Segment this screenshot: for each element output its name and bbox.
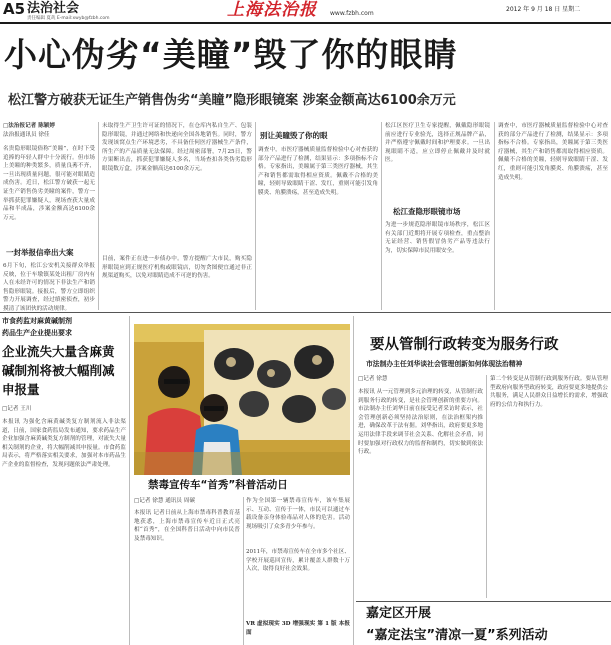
section-name: 法治社会 (27, 1, 80, 16)
lead-col3-heading: 别让美瞳毁了你的眼 (260, 131, 328, 140)
left-tag-2: 药品生产企业提出要求 (2, 329, 72, 337)
left-byline: □记者 王川 (2, 406, 32, 412)
lead-byline-1: □法治报记者 陈颖婷 (3, 123, 55, 129)
masthead-rule (0, 22, 611, 24)
column-divider (494, 122, 495, 310)
left-headline: 企业流失大量含麻黄碱制剂将被大幅削减申报量 (2, 344, 115, 397)
masthead (0, 0, 611, 22)
bottom-section-title: 嘉定区开展 (366, 606, 432, 621)
column-divider (381, 122, 382, 310)
lead-body-col2b: 目前，案件正在进一步侦办中。警方提醒广大市民，购买隐形眼镜应到正规医疗机构或眼镜店，切勿贪图便宜通过非正规渠道购买，以免对眼睛造成不可逆的伤害。 (102, 256, 252, 280)
column-divider (353, 316, 354, 645)
page-code: A5 (3, 0, 26, 18)
lead-body-col4: 松江区医疗卫生专家提醒，佩戴隐形眼镜前应进行专业验光，选择正规品牌产品，并严格遵守佩戴时间和护理要求。一旦出现眼睛不适，应立即停止佩戴并及时就医。 (385, 123, 490, 164)
bottom-rule (356, 601, 611, 602)
photo-byline: □记者 徐慧 通讯员 周碳 (134, 498, 195, 504)
center-body-2: 2011年，市禁毒宣传车在全市多个社区、学校开展巡回宣传，累计覆盖人群数十万人次，取得良好社会效果。 (246, 549, 350, 573)
photo-illustration (134, 324, 350, 475)
lead-subheadline: 松江警方破获无证生产销售伪劣“美瞳”隐形眼镜案 涉案金额高达6100余万元 (8, 93, 456, 108)
paper-logo: 上海法治报 (227, 0, 317, 20)
lead-byline-2: 法治报通讯员 徐佳 (3, 132, 50, 138)
right-byline: □记者 徐慧 (358, 376, 388, 382)
lead-headline: 小心伪劣“美瞳”毁了你的眼睛 (4, 35, 458, 74)
right-headline: 要从管制行政转变为服务行政 (370, 337, 559, 353)
left-body: 本报讯 为强化含麻黄碱类复方制剂流入非法渠道，日前，国家食药监局发布通知，要求药品生产企业加强含麻黄碱类复方制剂的管理，对流失大量相关制剂的企业，将大幅削减其申报量。市食药监局表示，将严格落实相关要求，加强对本市药品生产企业的监督检查，发现问题依法严肃处理。 (2, 419, 126, 468)
column-divider (129, 316, 130, 645)
lead-subhead-1: 一封举报信牵出大案 (6, 248, 74, 257)
editor-line: 责任编辑 夏哉 E-mail:xwyb@fzbh.com (27, 16, 110, 21)
bottom-headline: “嘉定法宝”清凉一夏”系列活动 (366, 628, 548, 643)
right-body: 本报讯 从一元管理到多元治理的转变，从管制行政到服务行政的转变，是社会管理创新的重要方向。市法制办主任刘华日前在接受记者采访时表示，社会管理创新必须坚持法治原则，在法治框架内推进，确保改革于法有据。刘华指出，政府要更多地运用法律手段来调节社会关系、化解社会矛盾，同时要加强对行政权力的监督和制约，切实做到依法行政。 (358, 389, 483, 456)
column-divider (243, 497, 244, 645)
column-divider (98, 122, 99, 310)
section-rule (0, 312, 611, 313)
issue-date: 2012 年 9 月 18 日 星期二 (506, 6, 581, 13)
column-divider (255, 122, 256, 310)
lead-body-col4b: 为进一步规范隐形眼镜市场秩序，松江区有关部门近期将开展专项检查，重点整治无证经营、销售假冒伪劣产品等违法行为，切实保障市民用眼安全。 (385, 222, 490, 254)
lead-body-col3: 调查中，市医疗器械质量监督检验中心对查获的部分产品进行了检测，结果显示：多项指标不合格。专家指出，美瞳属于第三类医疗器械，其生产和销售都需取得相应资质。佩戴不合格的美瞳，轻则导致眼睛干涩、发红，重则可能引发角膜炎、角膜溃疡，甚至造成失明。 (258, 147, 378, 196)
column-divider (486, 375, 487, 598)
center-body: 作为全国第一辆禁毒宣传车，该车集展示、互动、宣传于一体，市民可以通过车载设备亲身体验毒品对人体的危害。活动现场吸引了众多青少年参与。 (246, 498, 350, 530)
center-footer: VR 虚拟现实 3D 增强现实 第 1 版 本报面 (246, 621, 350, 636)
lead-body-col2: 未取得生产卫生许可证的情况下，在仓库内私自生产、包装隐形眼镜，并通过网络和快递向全国各地销售。同时，警方发现该窝点生产环境恶劣，不具备任何医疗器械生产条件，所生产的产品质量无法保障。经过周密部署，7月25日，警方果断出击，抓获犯罪嫌疑人多名，当场查扣各类伪劣隐形眼镜数万盒，涉案金额高达6100余万元。 (102, 123, 252, 172)
left-tag: 市食药监对麻黄碱制剂 (2, 317, 72, 325)
right-subheadline: 市法制办主任刘华谈社会管理创新如何体现法治精神 (366, 360, 523, 368)
lead-body-col1b: 6月下旬，松江公安机关接群众举报反映，位于车墩镇某处出租厂房内有人在未经许可的情况下非法生产和销售隐形眼镜。接报后，警方立即组织警力开展调查，经过缜密侦查，初步摸清了该团伙的活动规律。 (3, 263, 95, 312)
photo-body: 本报讯 记者日前从上海市禁毒科普教育基地获悉，上海市禁毒宣传车近日正式亮相“首秀”，在全国科普日活动中向市民普及禁毒知识。 (134, 510, 240, 542)
news-photo (134, 324, 350, 475)
photo-headline: 禁毒宣传车“首秀”科普活动日 (148, 479, 288, 491)
lead-col4-heading: 松江查隐形眼镜市场 (393, 207, 461, 216)
website: www.fzbh.com (330, 10, 374, 17)
lead-body-col1: 名贵隐形眼镜俗称“美瞳”，在时下受追捧的年轻人群中十分流行。但市场上美瞳的种类繁多，质量良莠不齐，一旦出现质量问题，很可能对眼睛造成伤害。近日，松江警方破获一起无证生产销售伪劣美瞳的案件，警方一举抓获犯罪嫌疑人，现场查获大量成品和半成品，涉案金额高达6100余万元。 (3, 146, 95, 221)
right-body-2: 第二个转变是从管制行政到服务行政。要从管理型政府向服务型政府转变，政府要更多地提供公共服务，满足人民群众日益增长的需求，增强政府的公信力和执行力。 (490, 376, 608, 408)
lead-body-col5: 调查中，市医疗器械质量监督检验中心对查获的部分产品进行了检测，结果显示：多项指标不合格。专家指出，美瞳属于第三类医疗器械，其生产和销售都需取得相应资质。佩戴不合格的美瞳，轻则导致眼睛干涩、发红，重则可能引发角膜炎、角膜溃疡，甚至造成失明。 (498, 123, 608, 181)
